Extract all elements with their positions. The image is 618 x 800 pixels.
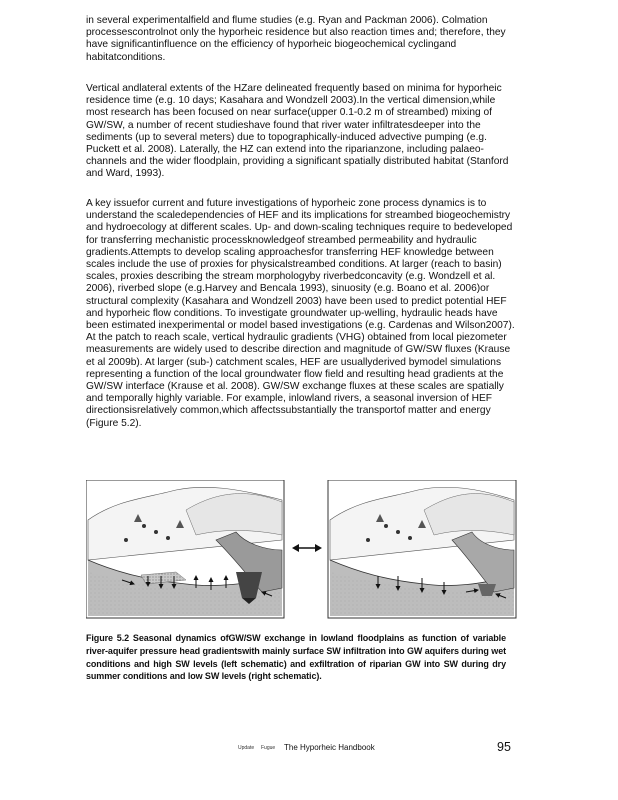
- page-number: 95: [497, 740, 511, 754]
- right-schematic-dry-conditions: [328, 480, 516, 618]
- page-footer: [0, 740, 618, 760]
- double-arrow-icon: [292, 544, 322, 552]
- figure-caption: Figure 5.2 Seasonal dynamics ofGW/SW exchange in lowland floodplains as function of variable river-aquifer pressure head gradientswith mainly surface SW infiltration into GW aquifers during wet conditions and high SW levels (left schematic) and exfiltration of riparian GW into SW during dry summer conditions and low SW levels (right schematic).: [86, 633, 506, 682]
- body-paragraph-1: in several experimentalfield and flume studies (e.g. Ryan and Packman 2006). Colmation processescontrolnot only the hyporheic residence but also reaction times and; therefore, they have significantinfluence on the efficiency of hyporheic biogeochemical cyclingand habitatconditions.: [86, 15, 506, 63]
- left-schematic-wet-conditions: [86, 480, 284, 618]
- footer-mark-left: Update: [238, 745, 255, 751]
- book-title: The Hyporheic Handbook: [284, 743, 375, 752]
- body-paragraph-2: Vertical andlateral extents of the HZare delineated frequently based on minima for hyporheic residence time (e.g. 10 days; Kasahara and Wondzell 2003).In the vertical dimension,while most research has been focused on near surface(upper 0.1-0.2 m of streambed) mixing of GW/SW, a number of recent studieshave found that river water infiltratesdeeper into the sediments (up to several meters) due to topographically-induced advective pumping (e.g. Puckett et al. 2008). Laterally, the HZ can extend into the riparianzone, including palaeo-channels and the wider floodplain, providing a significant spatially distributed habitat (Stanford and Ward, 1993).: [86, 83, 509, 180]
- figure-5-2: [86, 480, 518, 620]
- footer-mark-mid: Fugue: [261, 745, 276, 751]
- body-paragraph-3: A key issuefor current and future investigations of hyporheic zone process dynamics is to understand the scaledependencies of HEF and its implications for streambed biogeochemistry and hydroecology at different scales. Up- and down-scaling techniques require to bedeveloped for transferring mechanistic processknowledgeof streambed permeability and hydraulic gradients.Attempts to develop scaling approachesfor transferring HEF knowledge between scales include the use of proxies for physicalstreambed conditions. At larger (reach to basin) scales, proxies describing the stream morphologyby riverbedconcavity (e.g. Wondzell et al. 2006), riverbed slope (e.g.Harvey and Bencala 1993), sinuosity (e.g. Boano et al. 2006)or structural complexity (Kasahara and Wondzell 2003) have been used to predict potential HEF and hyporheic flow conditions. To investigate groundwater up-welling, hydraulic heads have been estimated inexperimental or model based investigations (e.g. Cardenas and Wilson2007). At the patch to reach scale, vertical hydraulic gradients (VHG) obtained from local piezometer measurements are widely used to describe direction and magnitude of GW/SW fluxes (Krause et al 2009b). At larger (sub-) catchment scales, HEF are usuallyderived bymodel simulations representing a function of the local groundwater flow field and resulting head gradients at the GW/SW interface (Krause et al. 2008). GW/SW exchange fluxes at these scales are spatially and temporally highly variable. For example, inlowland rivers, a seasonal inversion of HEF directionsisrelatively common,which affectssubstantially the transportof matter and energy (Figure 5.2).: [86, 198, 515, 429]
